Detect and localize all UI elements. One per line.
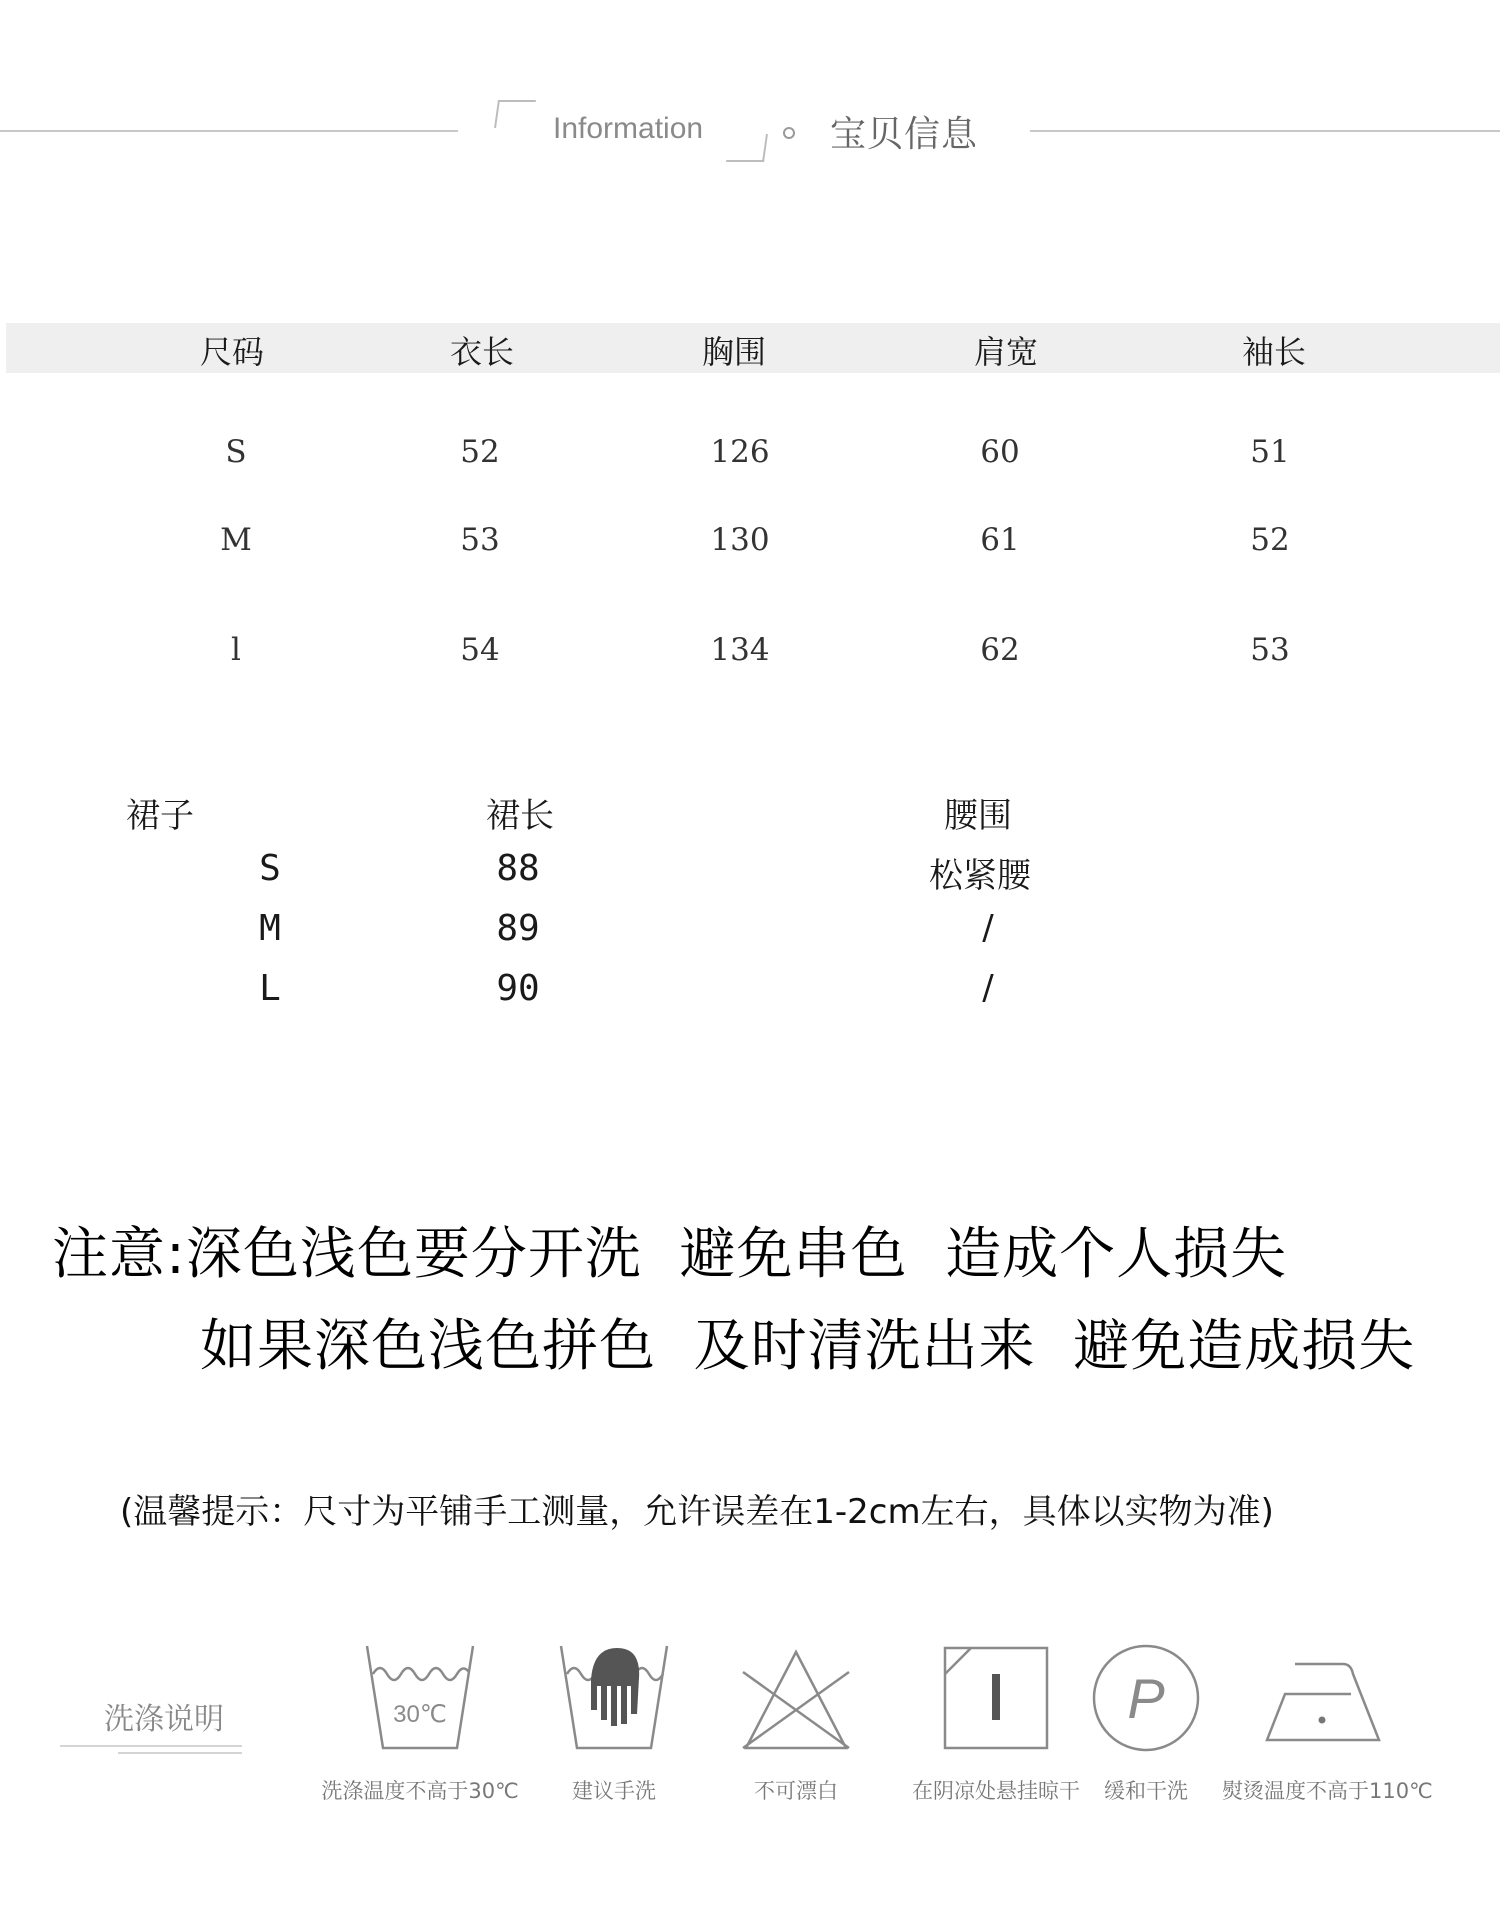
dry-clean-icon [1071, 1640, 1221, 1755]
dry-clean-letter: P [1127, 1667, 1165, 1730]
care-item-iron [1222, 1640, 1433, 1805]
header-bracket-right [726, 134, 768, 162]
care-item-hand-wash [514, 1640, 714, 1805]
care-label: 在阴凉处悬挂晾干 [912, 1779, 1080, 1803]
size-table-header: 胸围 [701, 333, 766, 371]
size-table-cell: 53 [1250, 632, 1290, 668]
skirt-table-cell: 90 [496, 968, 540, 1009]
skirt-table-cell: / [982, 968, 994, 1008]
wash-30-icon [345, 1640, 495, 1755]
size-table-cell: 54 [460, 632, 500, 668]
care-label: 缓和干洗 [1104, 1779, 1188, 1803]
size-table-cell: 51 [1250, 434, 1290, 470]
header-bracket-left [494, 100, 536, 128]
skirt-table-header: 腰围 [944, 796, 1012, 836]
skirt-table-cell: 88 [496, 848, 540, 889]
skirt-table-cell: S [259, 848, 281, 889]
notice-line-2: 如果深色浅色拼色 及时清洗出来 避免造成损失 [200, 1314, 1416, 1379]
size-table-header: 尺码 [199, 333, 264, 371]
header-dot-icon [783, 127, 795, 139]
skirt-table-header: 裙长 [486, 796, 554, 836]
care-item-dry-clean [1046, 1640, 1246, 1805]
skirt-table-cell: / [982, 908, 994, 948]
no-bleach-icon [721, 1640, 871, 1755]
header-title-cn: 宝贝信息 [830, 114, 979, 155]
size-table-header: 袖长 [1241, 333, 1306, 371]
skirt-table-header: 裙子 [126, 796, 194, 836]
size-table-cell: 62 [980, 632, 1020, 668]
care-title-underline [60, 1745, 242, 1747]
skirt-table-cell: M [259, 908, 281, 949]
size-table-cell: 60 [980, 434, 1020, 470]
header-title-en: Information [553, 112, 704, 145]
size-table-cell: 52 [1250, 522, 1290, 558]
care-item-wash-30 [320, 1640, 520, 1805]
size-table-cell: 53 [460, 522, 500, 558]
skirt-table-cell: 89 [496, 908, 540, 949]
skirt-table-cell: L [259, 968, 281, 1009]
size-table-cell: 130 [710, 522, 770, 558]
size-table-header: 衣长 [449, 333, 514, 371]
size-table-header: 肩宽 [973, 333, 1038, 371]
header-line-left [0, 130, 458, 132]
care-title-underline-2 [118, 1752, 242, 1754]
skirt-table-cell: 松紧腰 [929, 856, 1031, 896]
size-table-cell: l [231, 632, 241, 668]
notice-line-1: 注意:深色浅色要分开洗 避免串色 造成个人损失 [52, 1222, 1288, 1287]
wash-temp-text: 30℃ [393, 1701, 447, 1728]
care-label: 不可漂白 [754, 1779, 838, 1803]
measurement-tip: (温馨提示：尺寸为平铺手工测量，允许误差在1-2cm左右，具体以实物为准) [120, 1492, 1274, 1532]
care-item-no-bleach [696, 1640, 896, 1805]
care-label: 建议手洗 [572, 1779, 656, 1803]
size-table-cell: 126 [710, 434, 770, 470]
care-label: 熨烫温度不高于110℃ [1222, 1779, 1433, 1803]
care-title: 洗涤说明 [104, 1702, 224, 1737]
care-label: 洗涤温度不高于30℃ [321, 1779, 519, 1803]
iron-icon [1247, 1640, 1397, 1755]
header-line-right [1030, 130, 1500, 132]
size-table-cell: 134 [710, 632, 770, 668]
size-table-cell: 52 [460, 434, 500, 470]
size-table-cell: M [220, 522, 252, 558]
hand-wash-icon [539, 1640, 689, 1755]
size-table-cell: 61 [980, 522, 1020, 558]
size-table-cell: S [225, 434, 247, 470]
